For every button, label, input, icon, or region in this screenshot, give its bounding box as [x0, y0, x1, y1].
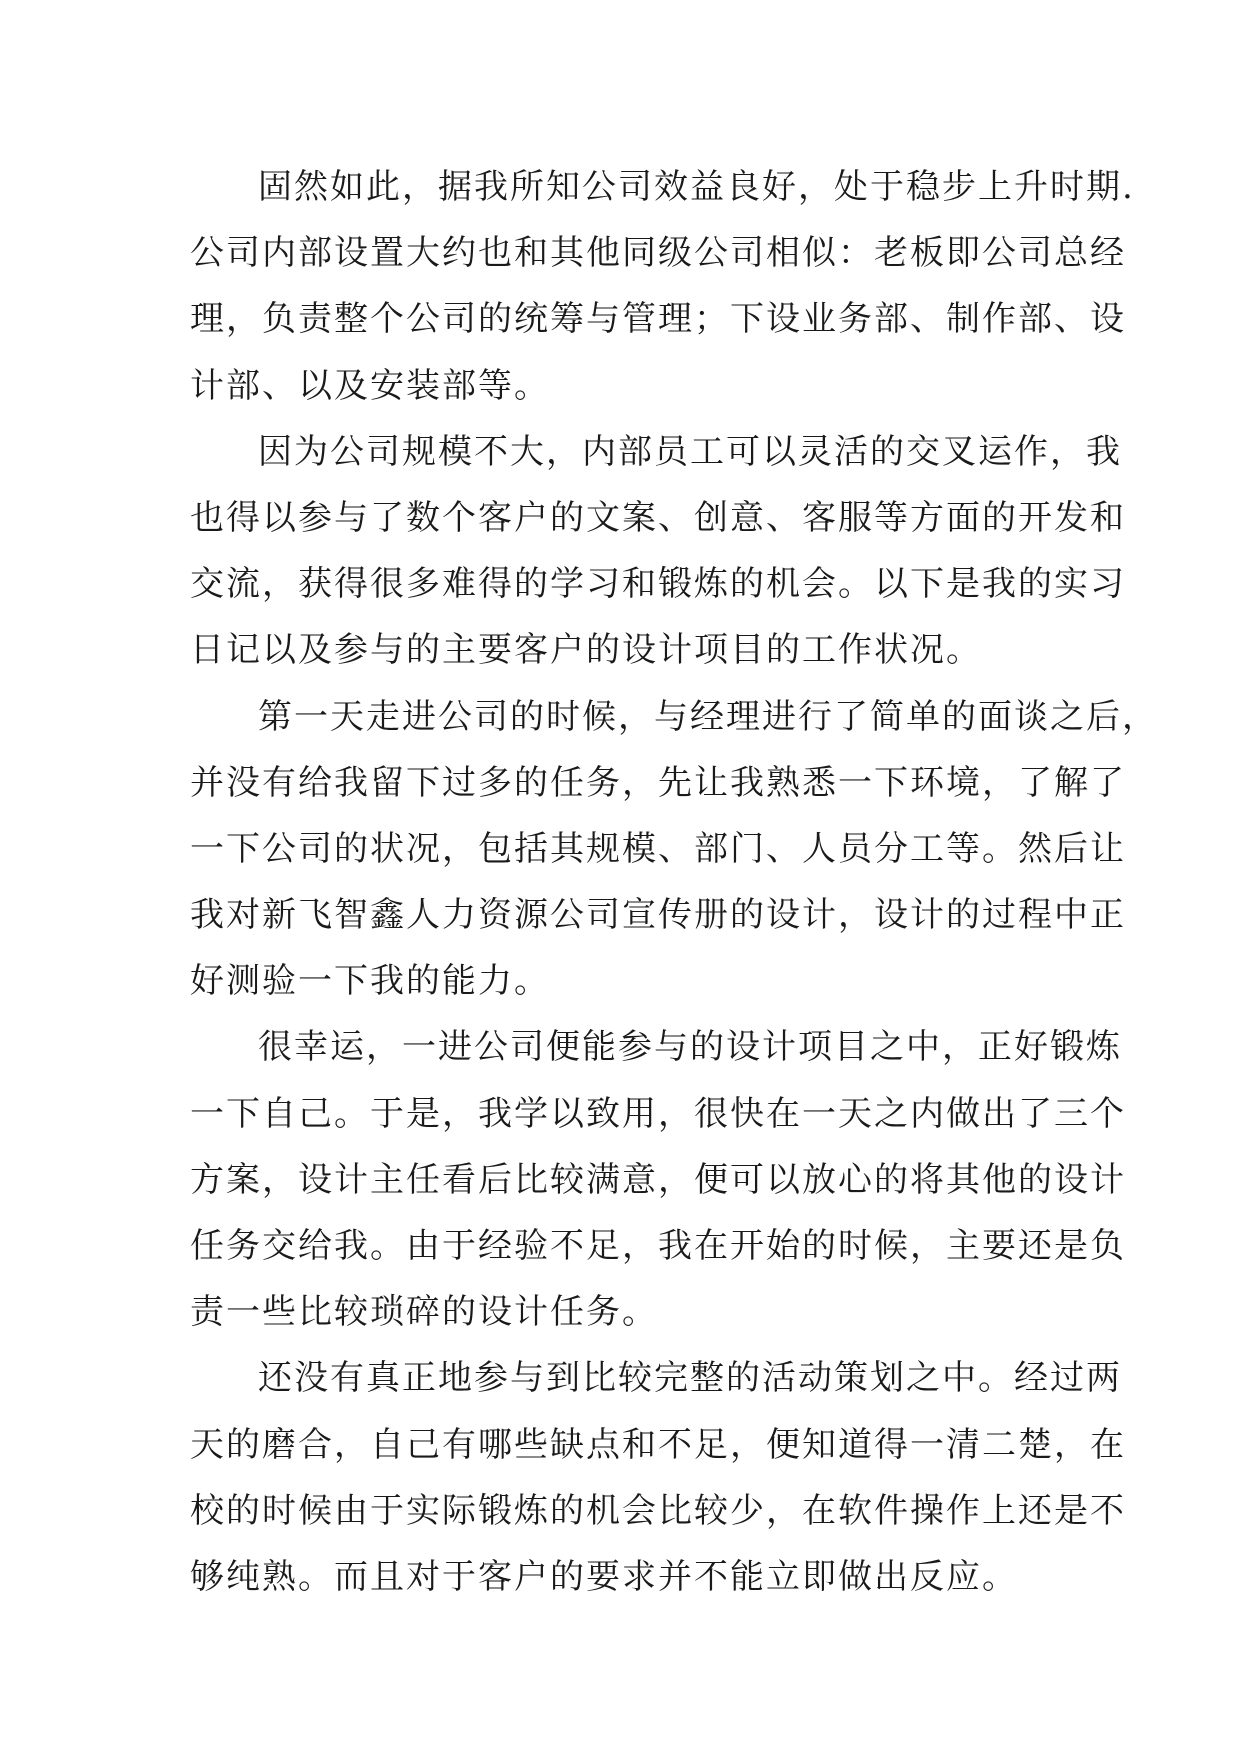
- paragraph-line: 固然如此，据我所知公司效益良好，处于稳步上升时期.: [258, 167, 1135, 207]
- paragraph-line: 任务交给我。由于经验不足，我在开始的时候，主要还是负: [190, 1226, 1126, 1266]
- paragraph-1: [190, 154, 1135, 419]
- paragraph-line: 一下自己。于是，我学以致用，很快在一天之内做出了三个: [190, 1093, 1126, 1134]
- paragraph-line: 很幸运，一进公司便能参与的设计项目之中，正好锻炼: [258, 1027, 1122, 1068]
- paragraph-line: 好测验一下我的能力。: [190, 961, 550, 1002]
- paragraph-line: 天的磨合，自己有哪些缺点和不足，便知道得一清二楚，在: [190, 1424, 1126, 1465]
- paragraph-line: 理，负责整个公司的统筹与管理；下设业务部、制作部、设: [190, 299, 1126, 340]
- paragraph-line: 校的时候由于实际锻炼的机会比较少，在软件操作上还是不: [190, 1490, 1126, 1531]
- paragraph-line: 我对新飞智鑫人力资源公司宣传册的设计，设计的过程中正: [190, 895, 1126, 936]
- paragraph-line: 并没有给我留下过多的任务，先让我熟悉一下环境，了解了: [190, 762, 1126, 803]
- paragraph-line: 一下公司的状况，包括其规模、部门、人员分工等。然后让: [190, 828, 1126, 869]
- paragraph-line: 交流，获得很多难得的学习和锻炼的机会。以下是我的实习: [190, 564, 1126, 605]
- paragraph-line: 够纯熟。而且对于客户的要求并不能立即做出反应。: [190, 1556, 1018, 1597]
- paragraph-4: [190, 1014, 1126, 1345]
- paragraph-3: [190, 684, 1158, 1015]
- paragraph-line: 计部、以及安装部等。: [190, 365, 550, 406]
- paragraph-line: 还没有真正地参与到比较完整的活动策划之中。经过两: [258, 1358, 1122, 1399]
- paragraph-line: 方案，设计主任看后比较满意，便可以放心的将其他的设计: [190, 1159, 1126, 1200]
- document-body: [190, 154, 1158, 1610]
- paragraph-line: 第一天走进公司的时候，与经理进行了简单的面谈之后，: [258, 696, 1158, 737]
- paragraph-line: 也得以参与了数个客户的文案、创意、客服等方面的开发和: [190, 497, 1126, 538]
- paragraph-line: 日记以及参与的主要客户的设计项目的工作状况。: [190, 630, 982, 671]
- paragraph-line: 因为公司规模不大，内部员工可以灵活的交叉运作，我: [258, 431, 1122, 472]
- paragraph-5: [190, 1345, 1126, 1610]
- paragraph-2: [190, 419, 1126, 684]
- paragraph-line: 公司内部设置大约也和其他同级公司相似：老板即公司总经: [190, 233, 1126, 274]
- paragraph-line: 责一些比较琐碎的设计任务。: [190, 1292, 658, 1333]
